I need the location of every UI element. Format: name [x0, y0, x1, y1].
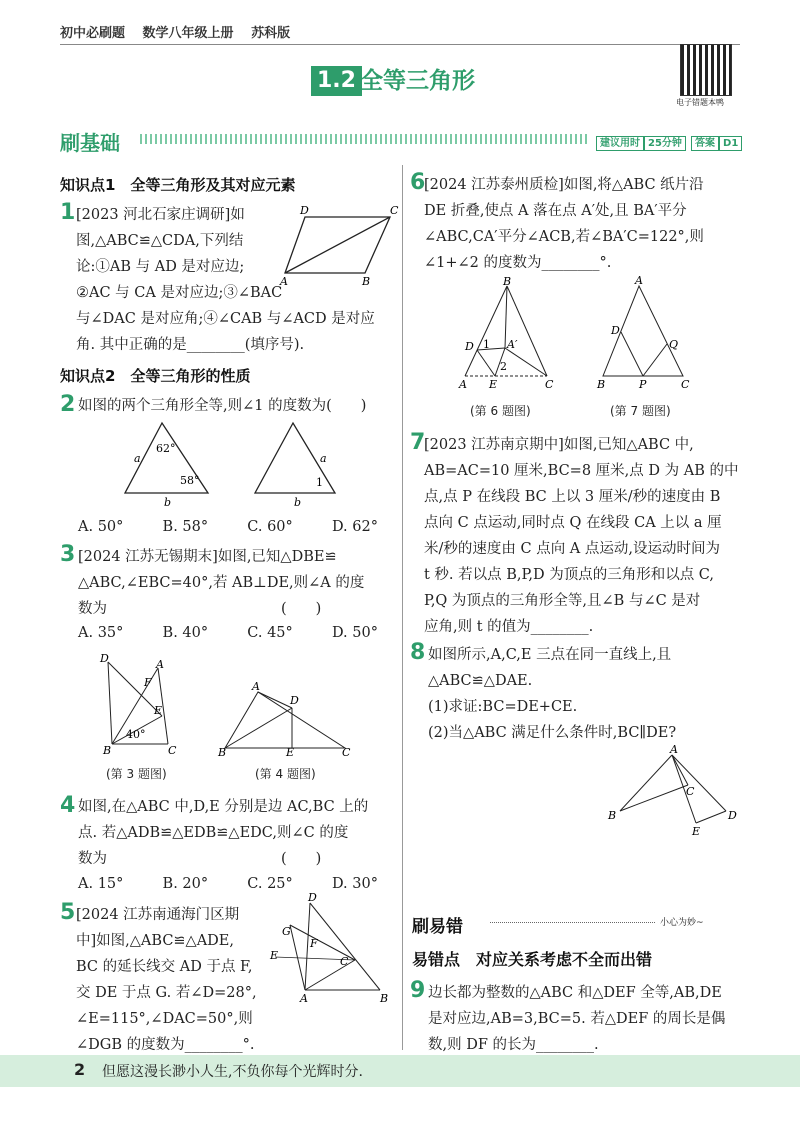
- q6-q7-figures: [455, 274, 705, 393]
- svg-text:C: C: [545, 378, 554, 391]
- svg-text:E: E: [286, 746, 295, 759]
- q4-text: 如图,在△ABC 中,D,E 分别是边 AC,BC 上的 点. 若△ADB≌△EDB≌△EDC,则∠C 的度 数为 ( ): [78, 799, 369, 867]
- q8-figure: [600, 745, 750, 840]
- knowledge-point-2: 知识点2 全等三角形的性质: [60, 367, 251, 385]
- svg-text:B: B: [608, 809, 617, 822]
- svg-text:A′: A′: [507, 338, 518, 351]
- svg-text:E: E: [154, 704, 163, 717]
- q8-text: 如图所示,A,C,E 三点在同一直线上,且 △ABC≌△DAE. (1)求证:BC=DE+CE. (2)当△ABC 满足什么条件时,BC∥DE?: [428, 647, 677, 741]
- svg-text:62°: 62°: [156, 442, 176, 455]
- svg-text:A: A: [459, 378, 467, 391]
- svg-text:Q: Q: [669, 338, 679, 351]
- svg-text:E: E: [692, 825, 701, 838]
- q4-options: A. 15° B. 20° C. 25° D. 30°: [78, 876, 378, 892]
- q1-figure: [280, 205, 400, 290]
- q2-figure: [120, 420, 350, 510]
- q6-number: 6: [410, 170, 426, 195]
- svg-text:C: C: [342, 746, 351, 759]
- svg-text:2: 2: [500, 360, 507, 373]
- error-section-note: 小心为妙~: [660, 918, 704, 928]
- qr-code[interactable]: [680, 44, 732, 96]
- svg-text:D: D: [465, 340, 474, 353]
- q3-q4-figures: [100, 652, 360, 757]
- svg-text:C: C: [168, 744, 177, 757]
- svg-text:58°: 58°: [180, 474, 200, 487]
- q5-figure: [270, 891, 395, 1005]
- svg-text:G: G: [282, 925, 291, 938]
- time-chip: 建议用时 25分钟 答案 D1: [596, 131, 742, 150]
- svg-text:a: a: [134, 452, 141, 465]
- q1-number: 1: [60, 200, 76, 225]
- section-label: 刷基础: [60, 131, 120, 155]
- svg-text:B: B: [380, 992, 389, 1005]
- svg-text:B: B: [218, 746, 227, 759]
- q1-text-bottom: 与∠DAC 是对应角;④∠CAB 与∠ACD 是对应 角. 其中正确的是________(填序号).: [76, 311, 375, 353]
- svg-text:C: C: [340, 955, 349, 968]
- svg-text:1: 1: [316, 476, 323, 489]
- error-point: 易错点 对应关系考虑不全而出错: [412, 950, 653, 969]
- error-section-label: 刷易错: [412, 917, 463, 937]
- svg-text:B: B: [503, 275, 512, 288]
- q2-text: 如图的两个三角形全等,则∠1 的度数为( ): [78, 398, 367, 414]
- q6-text: [2024 江苏泰州质检]如图,将△ABC 纸片沿 DE 折叠,使点 A 落在点 A′处,且 BA′平分 ∠ABC,CA′平分∠ACB,若∠BA′C=122°,则 ∠1+∠2 的度数为________°.: [424, 177, 704, 271]
- page-title: 全等三角形: [360, 68, 475, 94]
- q7-caption: (第 7 题图): [610, 404, 671, 418]
- footer-motto: 但愿这漫长渺小人生,不负你每个光辉时分.: [102, 1064, 363, 1080]
- svg-text:B: B: [362, 275, 371, 288]
- svg-text:b: b: [294, 496, 302, 509]
- svg-text:1: 1: [483, 338, 490, 351]
- knowledge-point-1: 知识点1 全等三角形及其对应元素: [60, 176, 296, 194]
- svg-text:F: F: [310, 937, 318, 950]
- svg-text:A: A: [670, 743, 678, 756]
- qr-caption: 电子错题本鸭: [676, 98, 724, 107]
- svg-text:D: D: [300, 204, 309, 217]
- q9-number: 9: [410, 978, 426, 1003]
- q7-number: 7: [410, 430, 426, 455]
- q9-text: 边长都为整数的△ABC 和△DEF 全等,AB,DE 是对应边,AB=3,BC=5. 若△DEF 的周长是偶 数,则 DF 的长为________.: [428, 985, 726, 1053]
- section-number: 1.2: [311, 66, 362, 96]
- q3-number: 3: [60, 542, 76, 567]
- q7-text: [2023 江苏南京期中]如图,已知△ABC 中, AB=AC=10 厘米,BC=8 厘米,点 D 为 AB 的中 点,点 P 在线段 BC 上以 3 厘米/秒的速度由 B 点向 C 点运动,同时点 Q 在线段 CA 上以 a 厘 米/秒的速度由 C 点向 A 点运动,设运动时间为 t 秒. 若以点 B,P,D 为顶点的三角形和以点 C, P,Q 为顶点的三角形全等,且∠B 与∠C 是对 应角,则 t 的值为________.: [424, 437, 739, 635]
- svg-text:40°: 40°: [126, 728, 146, 741]
- svg-text:A: A: [252, 680, 260, 693]
- q3-options: A. 35° B. 40° C. 45° D. 50°: [78, 625, 378, 641]
- q8-number: 8: [410, 640, 426, 665]
- q3-text: [2024 江苏无锡期末]如图,已知△DBE≌ △ABC,∠EBC=40°,若 AB⊥DE,则∠A 的度 数为 ( ): [78, 549, 365, 617]
- running-header: 初中必刷题 数学八年级上册 苏科版: [60, 26, 291, 41]
- svg-text:A: A: [156, 658, 164, 671]
- q2-number: 2: [60, 392, 76, 417]
- svg-text:C: C: [390, 204, 399, 217]
- q4-caption: (第 4 题图): [255, 767, 316, 781]
- section-stripes: [140, 134, 590, 144]
- svg-text:D: D: [100, 652, 109, 665]
- q4-number: 4: [60, 793, 76, 818]
- svg-text:A: A: [300, 992, 308, 1005]
- q3-caption: (第 3 题图): [106, 767, 167, 781]
- svg-text:B: B: [597, 378, 606, 391]
- svg-text:A: A: [635, 274, 643, 287]
- svg-text:b: b: [164, 496, 172, 509]
- page-number: 2: [74, 1060, 86, 1079]
- svg-text:C: C: [686, 785, 695, 798]
- svg-text:C: C: [681, 378, 690, 391]
- svg-text:A: A: [280, 275, 288, 288]
- svg-text:F: F: [144, 676, 152, 689]
- svg-text:D: D: [290, 694, 299, 707]
- svg-text:P: P: [639, 378, 647, 391]
- error-section-rule: [490, 922, 655, 923]
- header-rule: [60, 44, 740, 45]
- svg-text:D: D: [308, 891, 317, 904]
- svg-text:a: a: [320, 452, 327, 465]
- svg-text:D: D: [611, 324, 620, 337]
- svg-text:E: E: [270, 949, 279, 962]
- q5-number: 5: [60, 900, 76, 925]
- svg-text:E: E: [489, 378, 498, 391]
- q6-caption: (第 6 题图): [470, 404, 531, 418]
- q1-text-top: [2023 河北石家庄调研]如 图,△ABC≌△CDA,下列结 论:①AB 与 AD 是对应边; ②AC 与 CA 是对应边;③∠BAC: [76, 207, 283, 301]
- q2-options: A. 50° B. 58° C. 60° D. 62°: [78, 519, 378, 535]
- svg-text:B: B: [103, 744, 112, 757]
- q5-text: [2024 江苏南通海门区期 中]如图,△ABC≌△ADE, BC 的延长线交 AD 于点 F, 交 DE 于点 G. 若∠D=28°, ∠E=115°,∠DAC=50°,则 ∠DGB 的度数为________°.: [76, 907, 257, 1053]
- svg-text:D: D: [728, 809, 737, 822]
- column-divider: [402, 165, 403, 1050]
